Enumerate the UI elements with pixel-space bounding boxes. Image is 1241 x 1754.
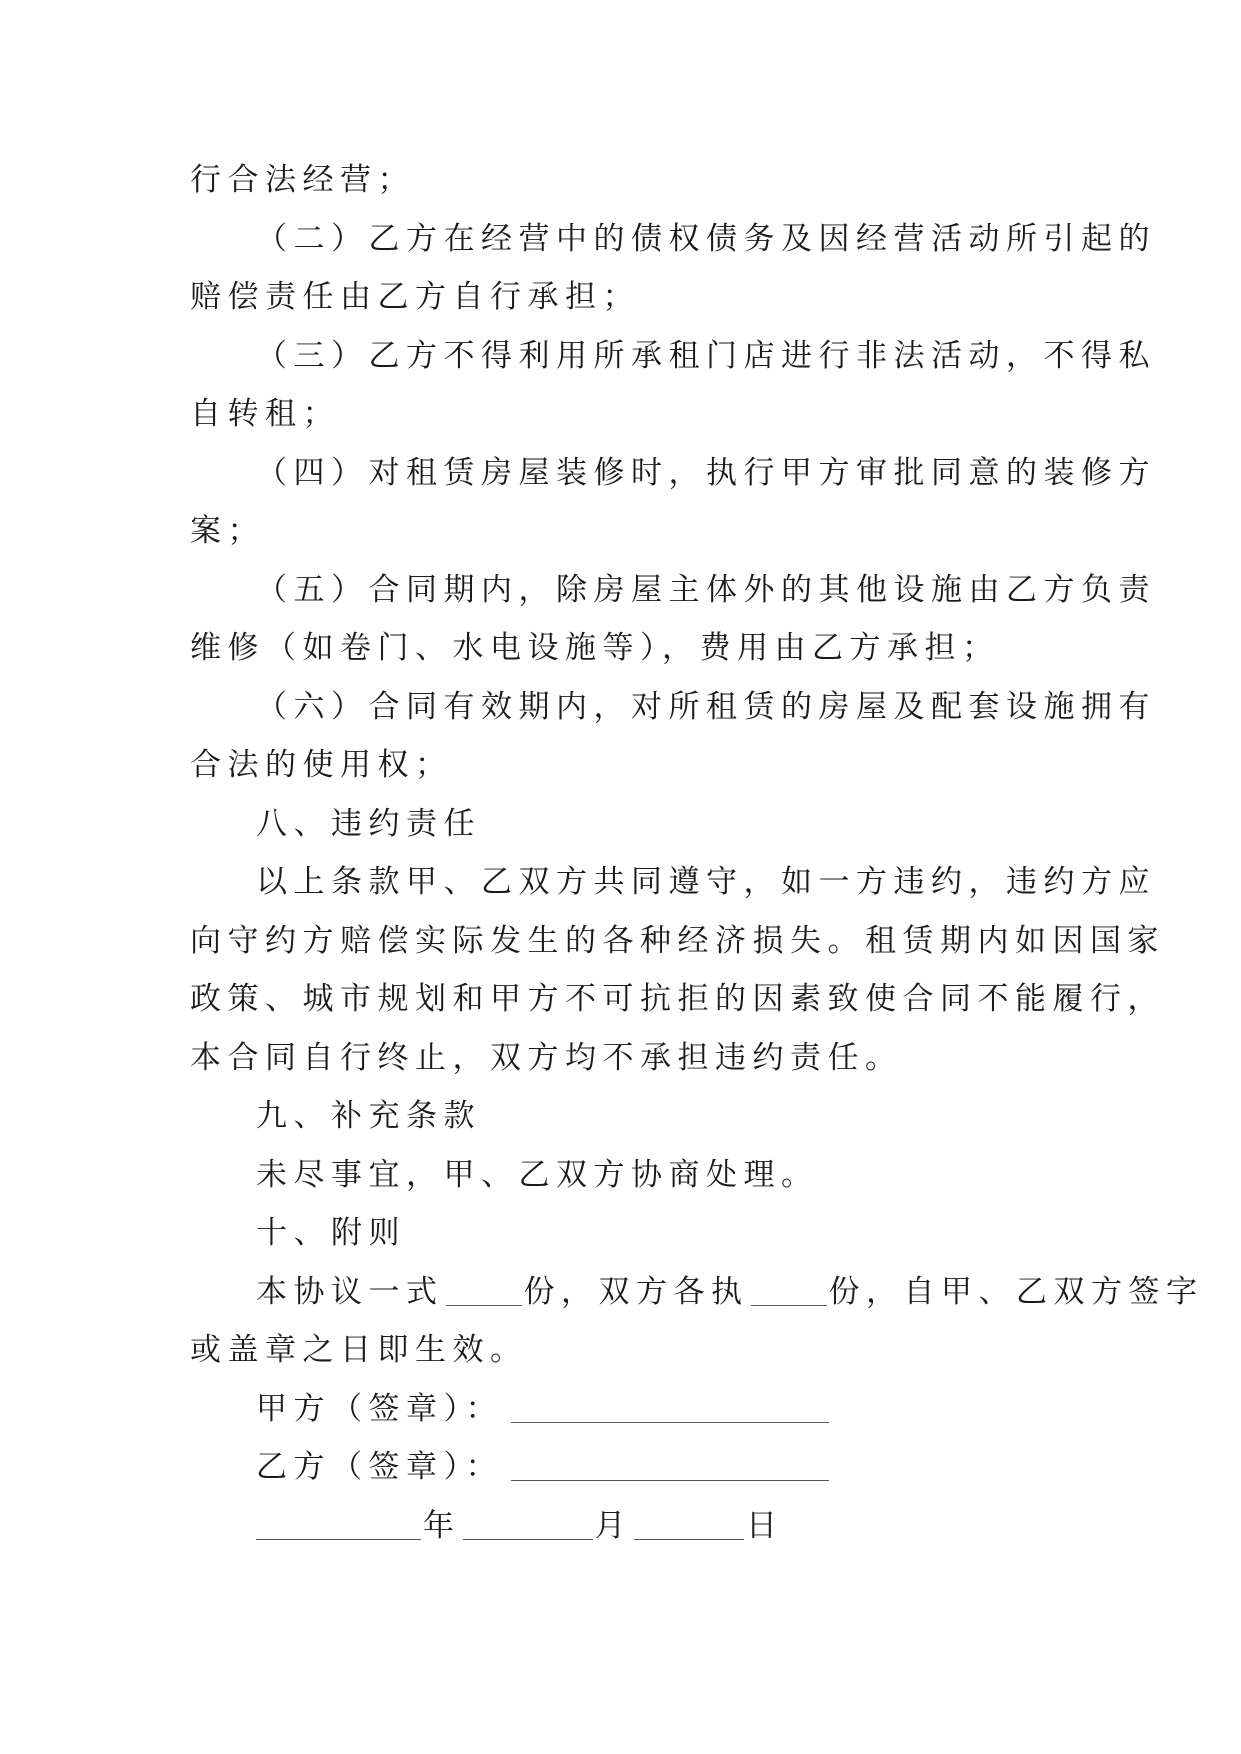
text-line: 维修（如卷门、水电设施等），费用由乙方承担； [190,630,1000,666]
party-a-signature-blank[interactable] [511,1388,829,1423]
text-line: 向守约方赔偿实际发生的各种经济损失。租赁期内如因国家 [190,922,1165,959]
copies-text-2: 份，双方各执 [523,1273,749,1310]
clause-2: （二）乙方在经营中的债权债务及因经营活动所引起的 [256,220,1156,257]
month-blank[interactable] [463,1505,593,1540]
party-a-signature [190,1380,1060,1439]
copies-text-3: 份，自甲、乙双方签字 [828,1273,1204,1310]
copies-line [190,1263,1204,1322]
copies-each-blank[interactable] [751,1271,827,1306]
party-b-signature [190,1438,1060,1497]
day-blank[interactable] [634,1505,744,1540]
paragraph-breach: 以上条款甲、乙双方共同遵守，如一方违约，违约方应 [256,864,1156,900]
text-line: 案； [190,513,265,549]
party-b-label: 乙方（签章）： [256,1449,503,1485]
copies-text-1: 本协议一式 [256,1273,444,1310]
text-line: 政策、城市规划和甲方不可抗拒的因素致使合同不能履行， [190,981,1165,1017]
party-b-signature-blank[interactable] [511,1446,829,1481]
section-heading-breach: 八、违约责任 [256,805,481,842]
year-blank[interactable] [256,1505,421,1540]
paragraph-supplementary: 未尽事宜，甲、乙双方协商处理。 [256,1156,819,1193]
copies-total-blank[interactable] [446,1271,522,1306]
text-line: 或盖章之日即生效。 [190,1332,528,1368]
text-line: 合法的使用权； [190,747,453,783]
document-page [190,151,1204,1555]
party-a-label: 甲方（签章）： [256,1390,503,1427]
section-heading-appendix: 十、附则 [256,1215,406,1251]
date-line [190,1497,1060,1556]
clause-3: （三）乙方不得利用所承租门店进行非法活动，不得私 [256,337,1156,374]
clause-4: （四）对租赁房屋装修时，执行甲方审批同意的装修方 [256,454,1156,491]
text-line: 自转租； [190,396,340,432]
section-heading-supplementary: 九、补充条款 [256,1098,481,1134]
year-label: 年 [423,1507,461,1544]
clause-6: （六）合同有效期内，对所租赁的房屋及配套设施拥有 [256,688,1156,725]
text-line: 赔偿责任由乙方自行承担； [190,279,640,315]
day-label: 日 [746,1507,784,1544]
clause-5: （五）合同期内，除房屋主体外的其他设施由乙方负责 [256,571,1156,608]
text-line: 行合法经营； [190,162,415,198]
text-line: 本合同自行终止，双方均不承担违约责任。 [190,1039,903,1076]
month-label: 月 [594,1507,632,1544]
